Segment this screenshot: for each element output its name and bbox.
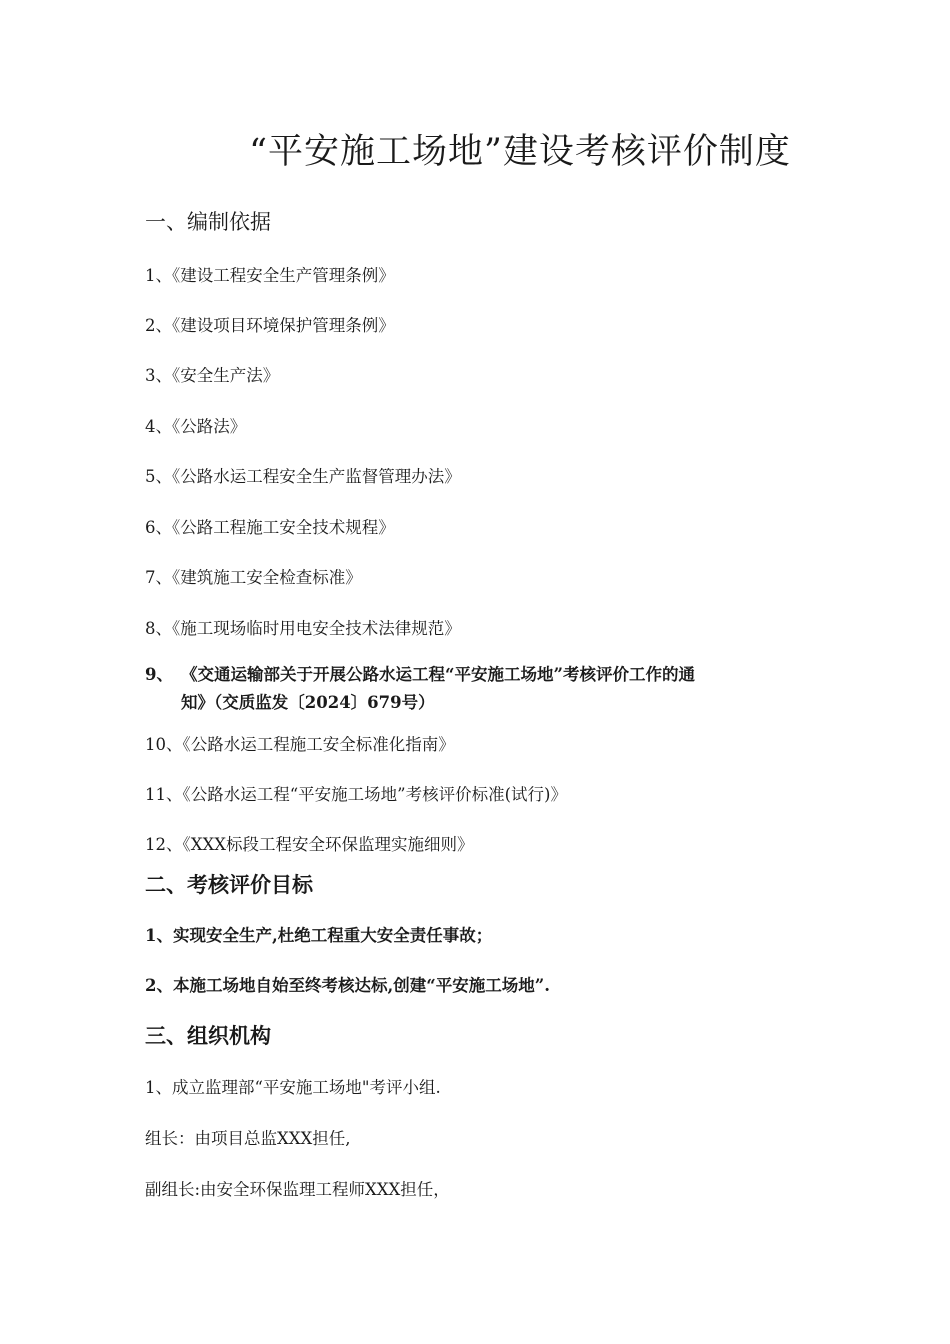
basis-item-4: 4、《公路法》 [145, 417, 247, 436]
section-heading-goals: 二、考核评价目标 [145, 872, 313, 897]
basis-item-9 [145, 661, 825, 717]
basis-item-8: 8、《施工现场临时用电安全技术法律规范》 [145, 619, 461, 638]
basis-item-9-line2: 知》（交质监发〔2024〕679号） [181, 693, 435, 712]
section-heading-organization: 三、组织机构 [145, 1023, 271, 1048]
org-item-1: 1、成立监理部“平安施工场地"考评小组. [145, 1078, 441, 1097]
basis-item-9-line1: 《交通运输部关于开展公路水运工程“平安施工场地”考核评价工作的通 [181, 665, 695, 684]
document-title: “平安施工场地”建设考核评价制度 [249, 132, 791, 172]
goal-item-1: 1、实现安全生产,杜绝工程重大安全责任事故； [145, 926, 493, 945]
basis-item-3: 3、《安全生产法》 [145, 366, 280, 385]
basis-item-10: 10、《公路水运工程施工安全标准化指南》 [145, 735, 455, 754]
basis-item-1: 1、《建设工程安全生产管理条例》 [145, 266, 395, 285]
section-heading-basis: 一、编制依据 [145, 210, 271, 234]
basis-item-2: 2、《建设项目环境保护管理条例》 [145, 316, 395, 335]
org-leader: 组长：由项目总监XXX担任, [145, 1129, 351, 1148]
basis-item-12: 12、《XXX标段工程安全环保监理实施细则》 [145, 835, 474, 854]
basis-item-6: 6、《公路工程施工安全技术规程》 [145, 518, 395, 537]
basis-item-11: 11、《公路水运工程“平安施工场地”考核评价标准(试行)》 [145, 785, 567, 804]
basis-item-7: 7、《建筑施工安全检查标准》 [145, 568, 362, 587]
basis-item-9-number: 9、 [145, 665, 173, 684]
org-deputy-leader: 副组长:由安全环保监理工程师XXX担任， [145, 1180, 450, 1199]
goal-item-2: 2、本施工场地自始至终考核达标,创建“平安施工场地”. [145, 976, 550, 995]
basis-item-5: 5、《公路水运工程安全生产监督管理办法》 [145, 467, 461, 486]
